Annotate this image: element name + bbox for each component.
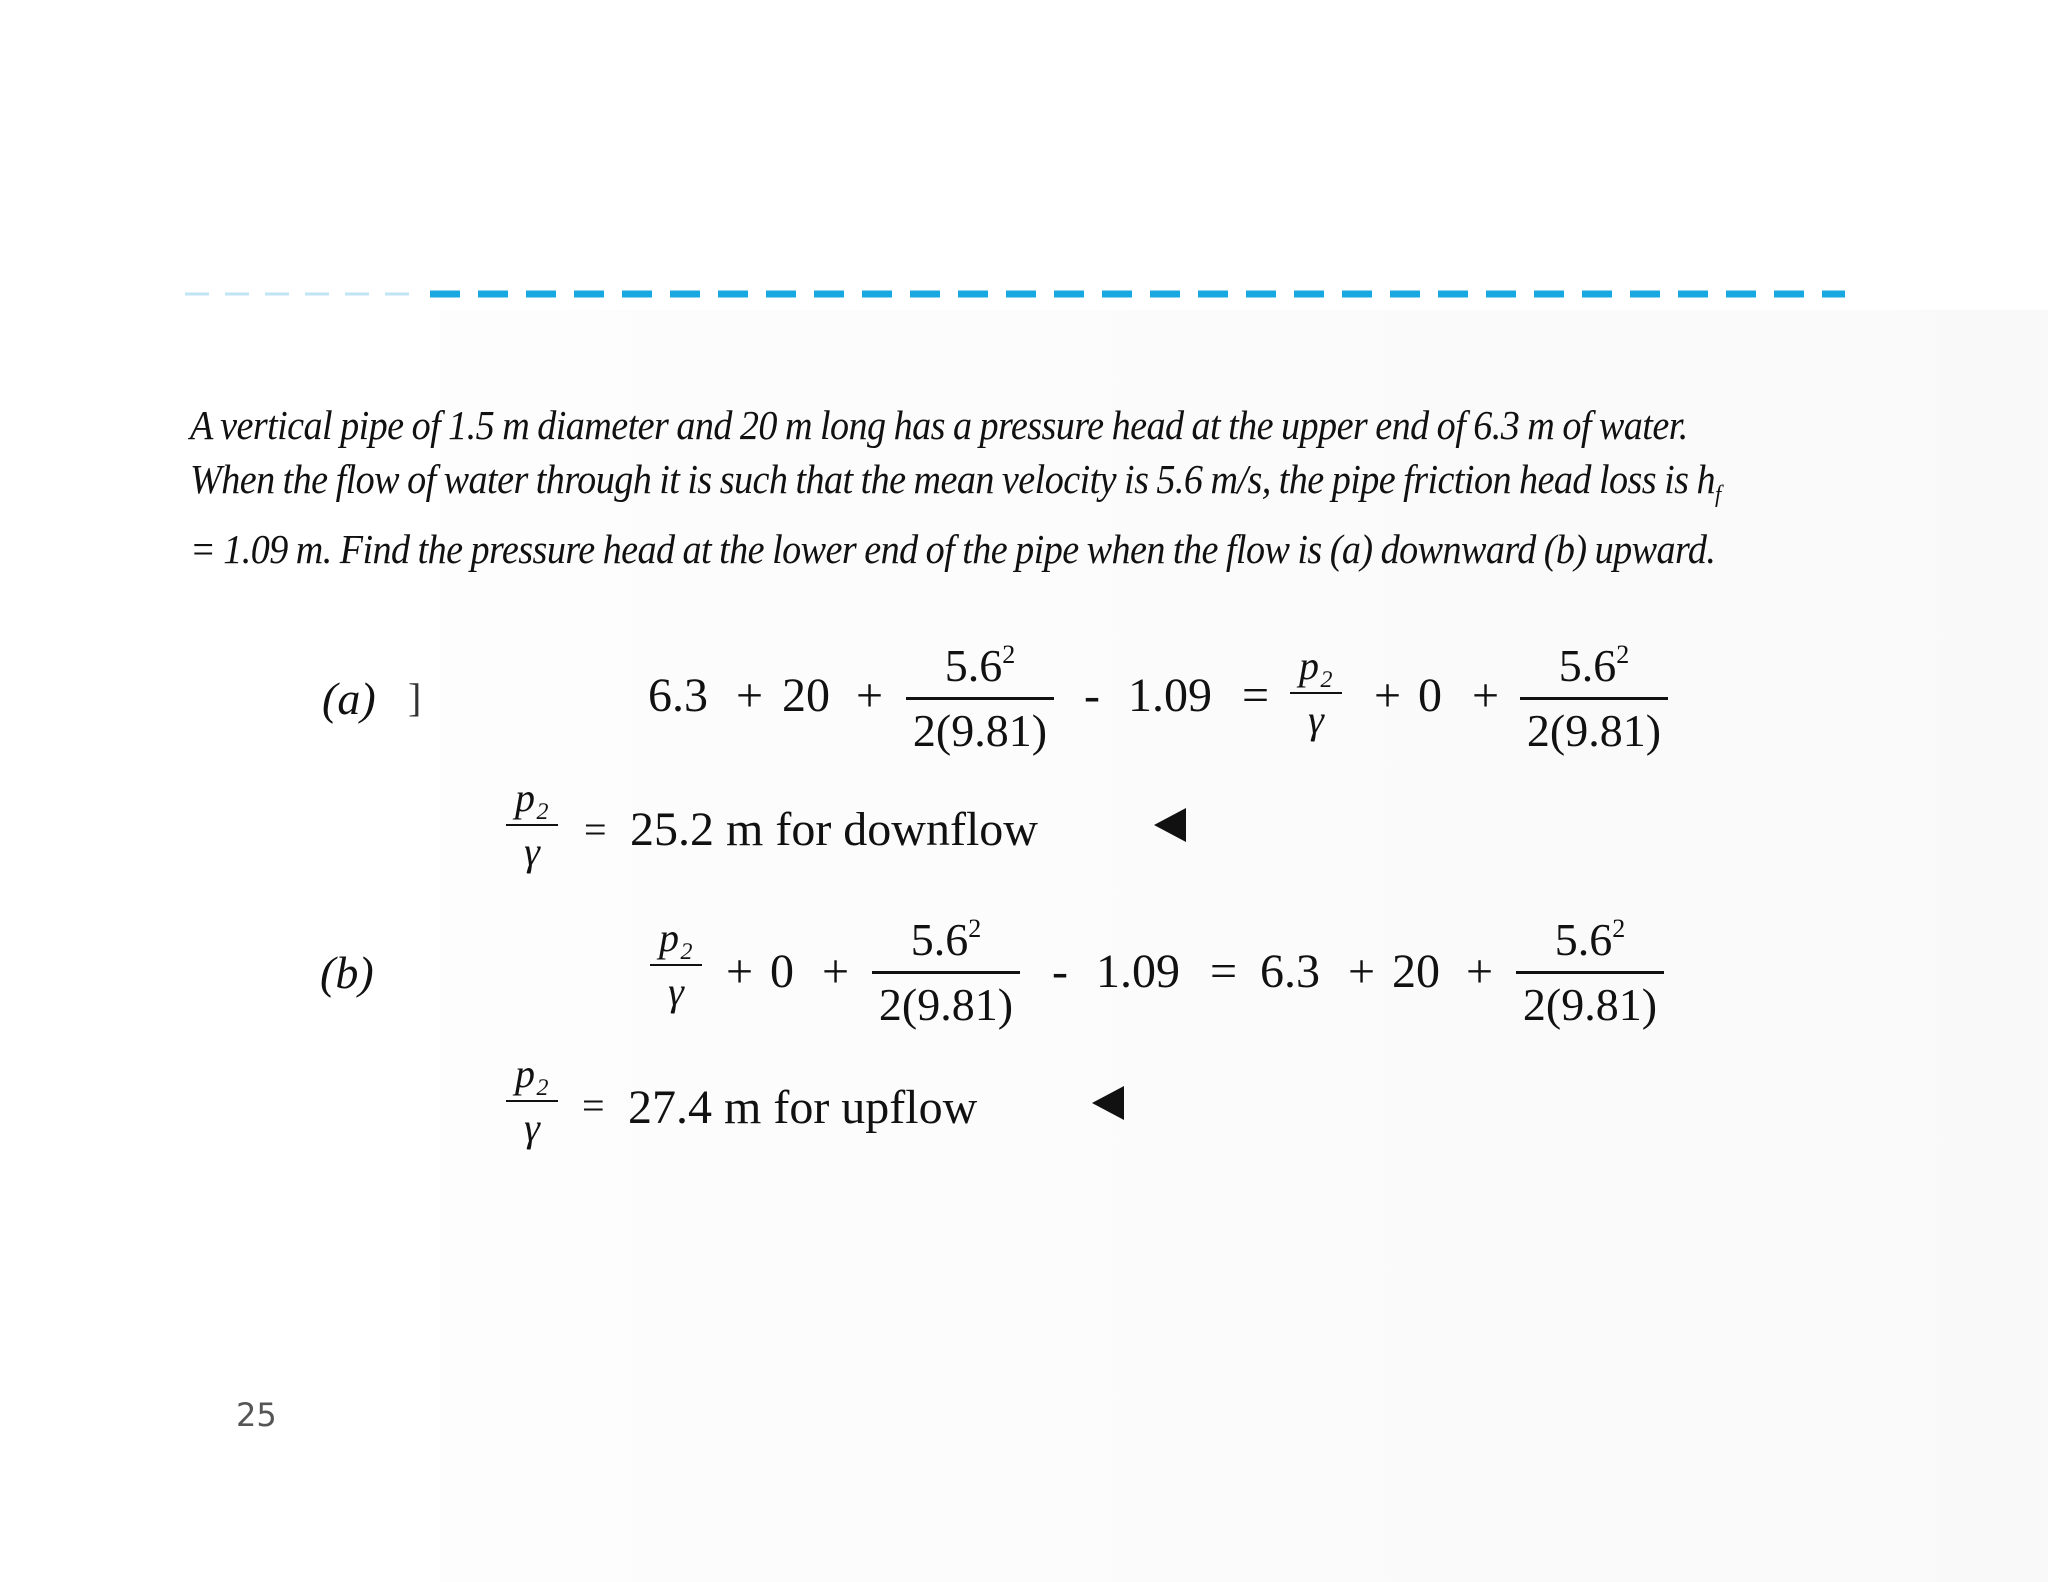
b-plus-3: +	[1348, 945, 1376, 998]
b-term-1-09: 1.09	[1096, 945, 1180, 998]
a-fraction-p2-gamma: p₂ γ	[1290, 646, 1342, 740]
problem-line-2: When the flow of water through it is such that the mean velocity is 5.6 m/s, the pipe friction head loss is $h_f$	[190, 456, 1721, 509]
b-result-arrow-icon	[1092, 1086, 1124, 1120]
a-plus-4: +	[1472, 669, 1500, 722]
b-result-equals: =	[582, 1083, 605, 1128]
a-result: 25.2 m for downflow	[630, 803, 1038, 856]
a-plus-3: +	[1374, 669, 1402, 722]
a-equals: =	[1242, 669, 1270, 722]
a-result-equals: =	[584, 807, 607, 852]
problem-statement	[190, 398, 1827, 576]
a-fraction-3: $5.6^2$ 2(9.81)	[1520, 642, 1668, 754]
a-result-fraction: p₂ γ	[506, 778, 558, 872]
problem-line-3: = 1.09 m. Find the pressure head at the lower end of the pipe when the flow is (a) downward (b) upward.	[190, 526, 1716, 573]
a-plus-1: +	[736, 669, 764, 722]
a-minus: -	[1084, 669, 1100, 722]
dashed-divider	[185, 290, 1845, 298]
a-term-0: 0	[1418, 669, 1442, 722]
a-term-20: 20	[782, 669, 830, 722]
a-plus-2: +	[856, 669, 884, 722]
b-fraction-2: $5.6^2$ 2(9.81)	[872, 916, 1020, 1028]
a-term-6-3: 6.3	[648, 669, 708, 722]
part-b-label: (b)	[320, 947, 374, 998]
b-term-20: 20	[1392, 945, 1440, 998]
part-a-bracket: ]	[408, 675, 422, 720]
b-plus-2: +	[822, 945, 850, 998]
b-term-0: 0	[770, 945, 794, 998]
page-number: 25	[236, 1396, 277, 1434]
a-term-1-09: 1.09	[1128, 669, 1212, 722]
a-fraction-1: $5.6^2$ 2(9.81)	[906, 642, 1054, 754]
problem-line-1: A vertical pipe of 1.5 m diameter and 20 m long has a pressure head at the upper end of 6.3 m of water.	[190, 402, 1688, 448]
b-minus: -	[1052, 945, 1068, 998]
b-term-6-3: 6.3	[1260, 945, 1320, 998]
b-fraction-p2-gamma: p₂ γ	[650, 918, 702, 1012]
b-plus-1: +	[726, 945, 754, 998]
part-a-label: (a)	[322, 673, 376, 724]
a-result-arrow-icon	[1154, 808, 1186, 842]
b-fraction-3: $5.6^2$ 2(9.81)	[1516, 916, 1664, 1028]
b-plus-4: +	[1466, 945, 1494, 998]
b-result-fraction: p₂ γ	[506, 1054, 558, 1148]
b-result: 27.4 m for upflow	[628, 1081, 978, 1134]
b-equals: =	[1210, 945, 1238, 998]
